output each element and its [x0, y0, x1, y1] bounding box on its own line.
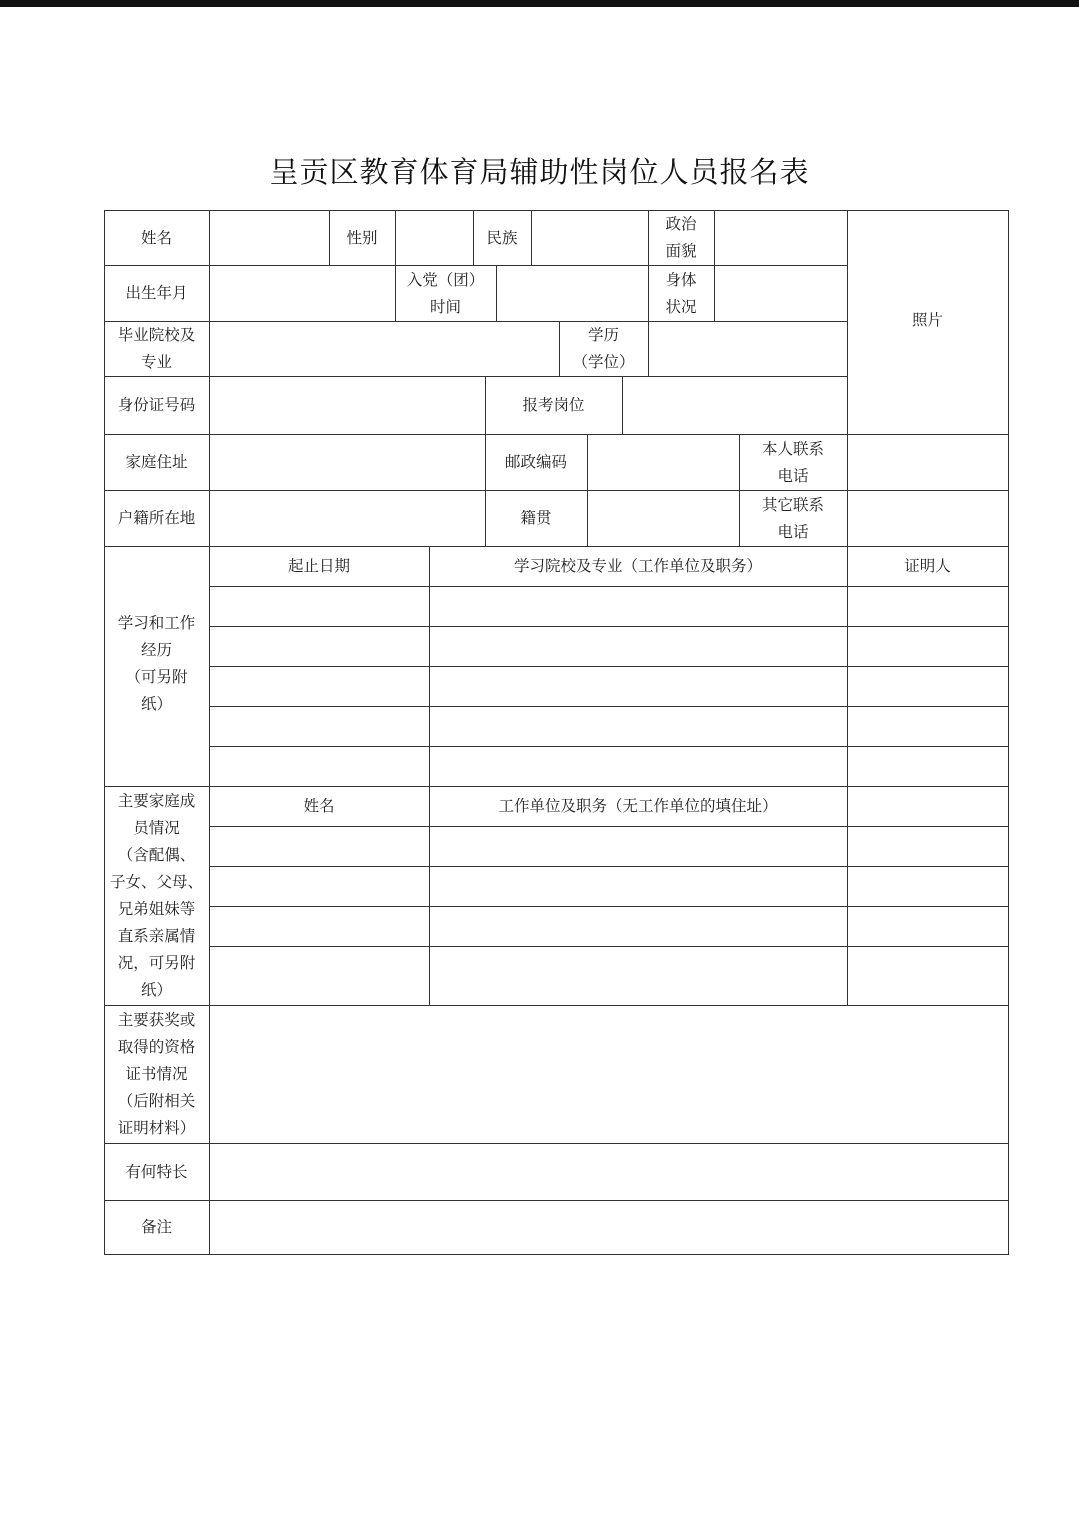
gender-input-cell[interactable] [396, 211, 473, 265]
family-row-3[interactable] [210, 907, 1008, 946]
specialties-label: 有何特长 [125, 1162, 188, 1181]
top-bar [0, 0, 1079, 7]
household-location-label: 户籍所在地 [117, 509, 196, 527]
school-workunit-header: 学习院校及专业（工作单位及职务） [513, 557, 762, 575]
health-input-cell[interactable] [715, 266, 847, 321]
start-end-date-header: 起止日期 [287, 557, 350, 575]
id-number-label: 身份证号码 [117, 396, 196, 414]
id-number-input-cell[interactable] [210, 377, 485, 434]
gender-label: 性别 [346, 228, 378, 247]
own-phone-label: 本人联系 电话 [761, 439, 824, 485]
household-location-input-cell[interactable] [210, 491, 485, 546]
table-border-bottom [104, 1254, 1009, 1255]
party-join-time-label: 入党（团） 时间 [406, 270, 485, 316]
member-extra-header[interactable] [848, 787, 1008, 826]
family-row-2[interactable] [210, 867, 1008, 906]
name-label: 姓名 [140, 228, 172, 247]
home-address-label: 家庭住址 [125, 453, 188, 471]
education-input-cell[interactable] [649, 322, 847, 376]
political-status-input-cell[interactable] [715, 211, 847, 265]
remarks-input-cell[interactable] [210, 1201, 1008, 1254]
position-input-cell[interactable] [623, 377, 847, 434]
awards-input-cell[interactable] [210, 1006, 1008, 1143]
ethnicity-input-cell[interactable] [532, 211, 648, 265]
history-row-4[interactable] [210, 707, 1008, 746]
postal-code-input-cell[interactable] [588, 435, 739, 490]
birth-date-label: 出生年月 [125, 284, 188, 302]
education-label: 学历 （学位） [572, 326, 635, 371]
own-phone-input-cell[interactable] [848, 435, 1008, 490]
awards-label: 主要获奖或 取得的资格 证书情况 （后附相关 证明材料） [117, 1011, 196, 1137]
party-join-time-input-cell[interactable] [497, 266, 648, 321]
school-major-label: 毕业院校及 专业 [117, 326, 196, 371]
family-row-1[interactable] [210, 827, 1008, 866]
photo-area[interactable]: 照片 [911, 311, 943, 329]
other-phone-label: 其它联系 电话 [761, 495, 824, 541]
birth-date-input-cell[interactable] [210, 266, 395, 321]
name-input-cell[interactable] [210, 211, 329, 265]
other-phone-input-cell[interactable] [848, 491, 1008, 546]
native-place-label: 籍贯 [520, 509, 552, 527]
native-place-input-cell[interactable] [588, 491, 739, 546]
family-members-label: 主要家庭成 员情况 （含配偶、 子女、父母、 兄弟姐妹等 直系亲属情 况，可另附 纸） [109, 792, 203, 999]
form-title: 呈贡区教育体育局辅助性岗位人员报名表 [269, 155, 810, 189]
school-major-input-cell[interactable] [210, 322, 559, 376]
family-row-4[interactable] [210, 947, 1008, 1005]
home-address-input-cell[interactable] [210, 435, 485, 490]
position-label: 报考岗位 [522, 396, 585, 414]
specialties-input-cell[interactable] [210, 1144, 1008, 1200]
ethnicity-label: 民族 [486, 228, 518, 247]
member-workunit-header: 工作单位及职务（无工作单位的填住址） [498, 797, 778, 815]
postal-code-label: 邮政编码 [504, 453, 567, 471]
history-row-1[interactable] [210, 587, 1008, 626]
political-status-label: 政治 面貌 [665, 215, 697, 260]
table-border-right [1008, 210, 1009, 1255]
history-row-5[interactable] [210, 747, 1008, 786]
history-row-3[interactable] [210, 667, 1008, 706]
witness-header: 证明人 [904, 557, 951, 575]
remarks-label: 备注 [140, 1218, 172, 1236]
member-name-header: 姓名 [303, 797, 335, 815]
health-label: 身体 状况 [665, 270, 697, 316]
history-row-2[interactable] [210, 627, 1008, 666]
study-work-history-label: 学习和工作 经历 （可另附 纸） [117, 614, 196, 713]
